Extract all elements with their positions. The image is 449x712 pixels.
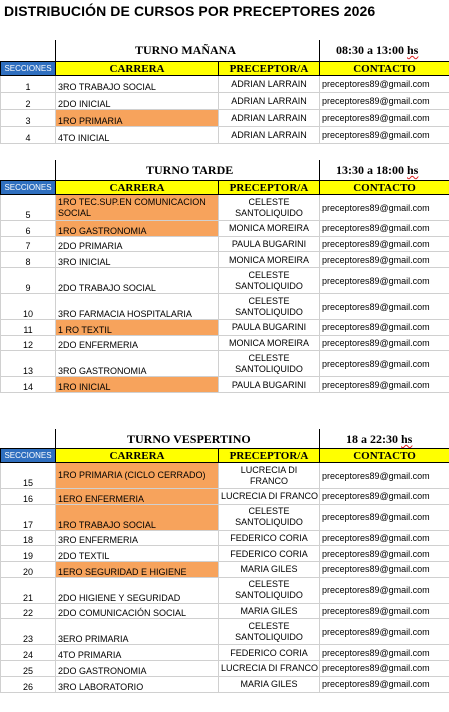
seccion-number: 9	[1, 268, 56, 294]
contact-email: preceptores89@gmail.com	[320, 195, 449, 221]
carrera-cell: 4TO PRIMARIA	[56, 645, 219, 661]
seccion-number: 18	[1, 530, 56, 546]
carrera-cell: 4TO INICIAL	[56, 127, 219, 144]
carrera-cell: 3RO TRABAJO SOCIAL	[56, 76, 219, 93]
schedule-table	[0, 180, 449, 393]
carrera-cell: 1ERO SEGURIDAD E HIGIENE	[56, 562, 219, 578]
table-row	[1, 252, 449, 268]
hours-unit: hs	[407, 43, 419, 57]
preceptor-cell: CELESTE SANTOLIQUIDO	[219, 294, 320, 320]
contact-email: preceptores89@gmail.com	[320, 351, 449, 377]
preceptor-cell: LUCRECIA DI FRANCO	[219, 489, 320, 505]
carrera-cell: 1RO GASTRONOMIA	[56, 221, 219, 237]
preceptor-cell: CELESTE SANTOLIQUIDO	[219, 268, 320, 294]
contact-email: preceptores89@gmail.com	[320, 236, 449, 252]
header-preceptor: PRECEPTOR/A	[219, 449, 320, 463]
contact-email: preceptores89@gmail.com	[320, 504, 449, 530]
seccion-number: 10	[1, 294, 56, 320]
carrera-cell: 3ERO PRIMARIA	[56, 619, 219, 645]
contact-email: preceptores89@gmail.com	[320, 252, 449, 268]
seccion-number: 16	[1, 489, 56, 505]
header-secciones: SECCIONES	[1, 62, 56, 76]
seccion-number: 17	[1, 504, 56, 530]
contact-email: preceptores89@gmail.com	[320, 603, 449, 619]
cell-border	[319, 40, 320, 61]
contact-email: preceptores89@gmail.com	[320, 110, 449, 127]
table-row	[1, 577, 449, 603]
preceptor-cell: LUCRECIA DI FRANCO	[219, 463, 320, 489]
carrera-cell: 2DO TRABAJO SOCIAL	[56, 268, 219, 294]
carrera-cell: 2DO INICIAL	[56, 93, 219, 110]
contact-email: preceptores89@gmail.com	[320, 619, 449, 645]
preceptor-cell: MONICA MOREIRA	[219, 335, 320, 351]
contact-email: preceptores89@gmail.com	[320, 127, 449, 144]
carrera-cell: 1 RO TEXTIL	[56, 320, 219, 336]
hours-range: 18 a 22:30	[346, 432, 401, 446]
turno-title: TURNO MAÑANA	[135, 43, 236, 57]
turno-hours	[336, 163, 418, 178]
table-row	[1, 110, 449, 127]
contact-email: preceptores89@gmail.com	[320, 577, 449, 603]
header-preceptor: PRECEPTOR/A	[219, 62, 320, 76]
table-row	[1, 463, 449, 489]
seccion-number: 4	[1, 127, 56, 144]
preceptor-cell: FEDERICO CORIA	[219, 530, 320, 546]
table-row	[1, 76, 449, 93]
cell-border	[55, 429, 56, 448]
contact-email: preceptores89@gmail.com	[320, 335, 449, 351]
carrera-cell: 1RO TRABAJO SOCIAL	[56, 504, 219, 530]
cell-border	[319, 429, 320, 448]
header-carrera: CARRERA	[56, 181, 219, 195]
carrera-cell: 3RO ENFERMERIA	[56, 530, 219, 546]
carrera-cell: 1ERO ENFERMERIA	[56, 489, 219, 505]
seccion-number: 13	[1, 351, 56, 377]
header-carrera: CARRERA	[56, 62, 219, 76]
seccion-number: 19	[1, 546, 56, 562]
table-row	[1, 320, 449, 336]
turno-title: TURNO VESPERTINO	[127, 432, 251, 446]
seccion-number: 12	[1, 335, 56, 351]
contact-email: preceptores89@gmail.com	[320, 76, 449, 93]
cell-border	[319, 160, 320, 180]
carrera-cell: 2DO ENFERMERIA	[56, 335, 219, 351]
header-contacto: CONTACTO	[320, 62, 449, 76]
cell-border	[55, 40, 56, 61]
hours-unit: hs	[401, 432, 413, 446]
header-secciones: SECCIONES	[1, 181, 56, 195]
carrera-cell: 2DO COMUNICACIÓN SOCIAL	[56, 603, 219, 619]
preceptor-cell: PAULA BUGARINI	[219, 377, 320, 393]
carrera-cell: 1RO PRIMARIA (CICLO CERRADO)	[56, 463, 219, 489]
seccion-number: 2	[1, 93, 56, 110]
contact-email: preceptores89@gmail.com	[320, 546, 449, 562]
table-row	[1, 546, 449, 562]
contact-email: preceptores89@gmail.com	[320, 530, 449, 546]
preceptor-cell: MARIA GILES	[219, 676, 320, 692]
contact-email: preceptores89@gmail.com	[320, 320, 449, 336]
contact-email: preceptores89@gmail.com	[320, 676, 449, 692]
hours-range: 08:30 a 13:00	[336, 43, 407, 57]
header-secciones: SECCIONES	[1, 449, 56, 463]
schedule-table	[0, 448, 449, 693]
header-contacto: CONTACTO	[320, 449, 449, 463]
contact-email: preceptores89@gmail.com	[320, 268, 449, 294]
seccion-number: 23	[1, 619, 56, 645]
carrera-cell: 3RO INICIAL	[56, 252, 219, 268]
schedule-table	[0, 61, 449, 144]
preceptor-cell: ADRIAN LARRAIN	[219, 76, 320, 93]
document-title: DISTRIBUCIÓN DE CURSOS POR PRECEPTORES 2026	[4, 3, 376, 19]
carrera-cell: 2DO GASTRONOMIA	[56, 661, 219, 677]
preceptor-cell: CELESTE SANTOLIQUIDO	[219, 351, 320, 377]
table-row	[1, 562, 449, 578]
seccion-number: 6	[1, 221, 56, 237]
carrera-cell: 1RO TEC.SUP.EN COMUNICACION SOCIAL	[56, 195, 219, 221]
seccion-number: 3	[1, 110, 56, 127]
table-row	[1, 504, 449, 530]
seccion-number: 14	[1, 377, 56, 393]
preceptor-cell: PAULA BUGARINI	[219, 236, 320, 252]
contact-email: preceptores89@gmail.com	[320, 489, 449, 505]
seccion-number: 26	[1, 676, 56, 692]
header-contacto: CONTACTO	[320, 181, 449, 195]
table-row	[1, 530, 449, 546]
header-preceptor: PRECEPTOR/A	[219, 181, 320, 195]
table-row	[1, 127, 449, 144]
preceptor-cell: CELESTE SANTOLIQUIDO	[219, 504, 320, 530]
seccion-number: 1	[1, 76, 56, 93]
turno-hours	[336, 43, 418, 58]
contact-email: preceptores89@gmail.com	[320, 661, 449, 677]
preceptor-cell: CELESTE SANTOLIQUIDO	[219, 195, 320, 221]
contact-email: preceptores89@gmail.com	[320, 562, 449, 578]
header-row	[1, 62, 449, 76]
preceptor-cell: MONICA MOREIRA	[219, 252, 320, 268]
preceptor-cell: LUCRECIA DI FRANCO	[219, 661, 320, 677]
preceptor-cell: CELESTE SANTOLIQUIDO	[219, 577, 320, 603]
seccion-number: 15	[1, 463, 56, 489]
table-row	[1, 294, 449, 320]
table-row	[1, 236, 449, 252]
seccion-number: 22	[1, 603, 56, 619]
carrera-cell: 3RO LABORATORIO	[56, 676, 219, 692]
carrera-cell: 2DO HIGIENE Y SEGURIDAD	[56, 577, 219, 603]
seccion-number: 24	[1, 645, 56, 661]
carrera-cell: 2DO PRIMARIA	[56, 236, 219, 252]
hours-range: 13:30 a 18:00	[336, 163, 407, 177]
hours-unit: hs	[407, 163, 419, 177]
seccion-number: 8	[1, 252, 56, 268]
header-row	[1, 449, 449, 463]
header-carrera: CARRERA	[56, 449, 219, 463]
preceptor-cell: ADRIAN LARRAIN	[219, 127, 320, 144]
preceptor-cell: MARIA GILES	[219, 562, 320, 578]
preceptor-cell: FEDERICO CORIA	[219, 546, 320, 562]
turno-title: TURNO TARDE	[146, 163, 234, 177]
header-row	[1, 181, 449, 195]
contact-email: preceptores89@gmail.com	[320, 377, 449, 393]
contact-email: preceptores89@gmail.com	[320, 294, 449, 320]
cell-border	[55, 160, 56, 180]
table-row	[1, 335, 449, 351]
table-row	[1, 676, 449, 692]
carrera-cell: 1RO INICIAL	[56, 377, 219, 393]
contact-email: preceptores89@gmail.com	[320, 93, 449, 110]
table-row	[1, 351, 449, 377]
table-row	[1, 603, 449, 619]
contact-email: preceptores89@gmail.com	[320, 463, 449, 489]
turno-hours	[346, 432, 412, 447]
preceptor-cell: MONICA MOREIRA	[219, 221, 320, 237]
table-row	[1, 645, 449, 661]
seccion-number: 11	[1, 320, 56, 336]
contact-email: preceptores89@gmail.com	[320, 645, 449, 661]
table-row	[1, 619, 449, 645]
seccion-number: 7	[1, 236, 56, 252]
carrera-cell: 1RO PRIMARIA	[56, 110, 219, 127]
preceptor-cell: FEDERICO CORIA	[219, 645, 320, 661]
carrera-cell: 3RO GASTRONOMIA	[56, 351, 219, 377]
table-row	[1, 661, 449, 677]
seccion-number: 5	[1, 195, 56, 221]
preceptor-cell: CELESTE SANTOLIQUIDO	[219, 619, 320, 645]
preceptor-cell: MARIA GILES	[219, 603, 320, 619]
table-row	[1, 221, 449, 237]
table-row	[1, 195, 449, 221]
table-row	[1, 489, 449, 505]
carrera-cell: 2DO TEXTIL	[56, 546, 219, 562]
table-row	[1, 93, 449, 110]
seccion-number: 21	[1, 577, 56, 603]
preceptor-cell: PAULA BUGARINI	[219, 320, 320, 336]
preceptor-cell: ADRIAN LARRAIN	[219, 110, 320, 127]
contact-email: preceptores89@gmail.com	[320, 221, 449, 237]
table-row	[1, 268, 449, 294]
preceptor-cell: ADRIAN LARRAIN	[219, 93, 320, 110]
seccion-number: 25	[1, 661, 56, 677]
table-row	[1, 377, 449, 393]
carrera-cell: 3RO FARMACIA HOSPITALARIA	[56, 294, 219, 320]
seccion-number: 20	[1, 562, 56, 578]
